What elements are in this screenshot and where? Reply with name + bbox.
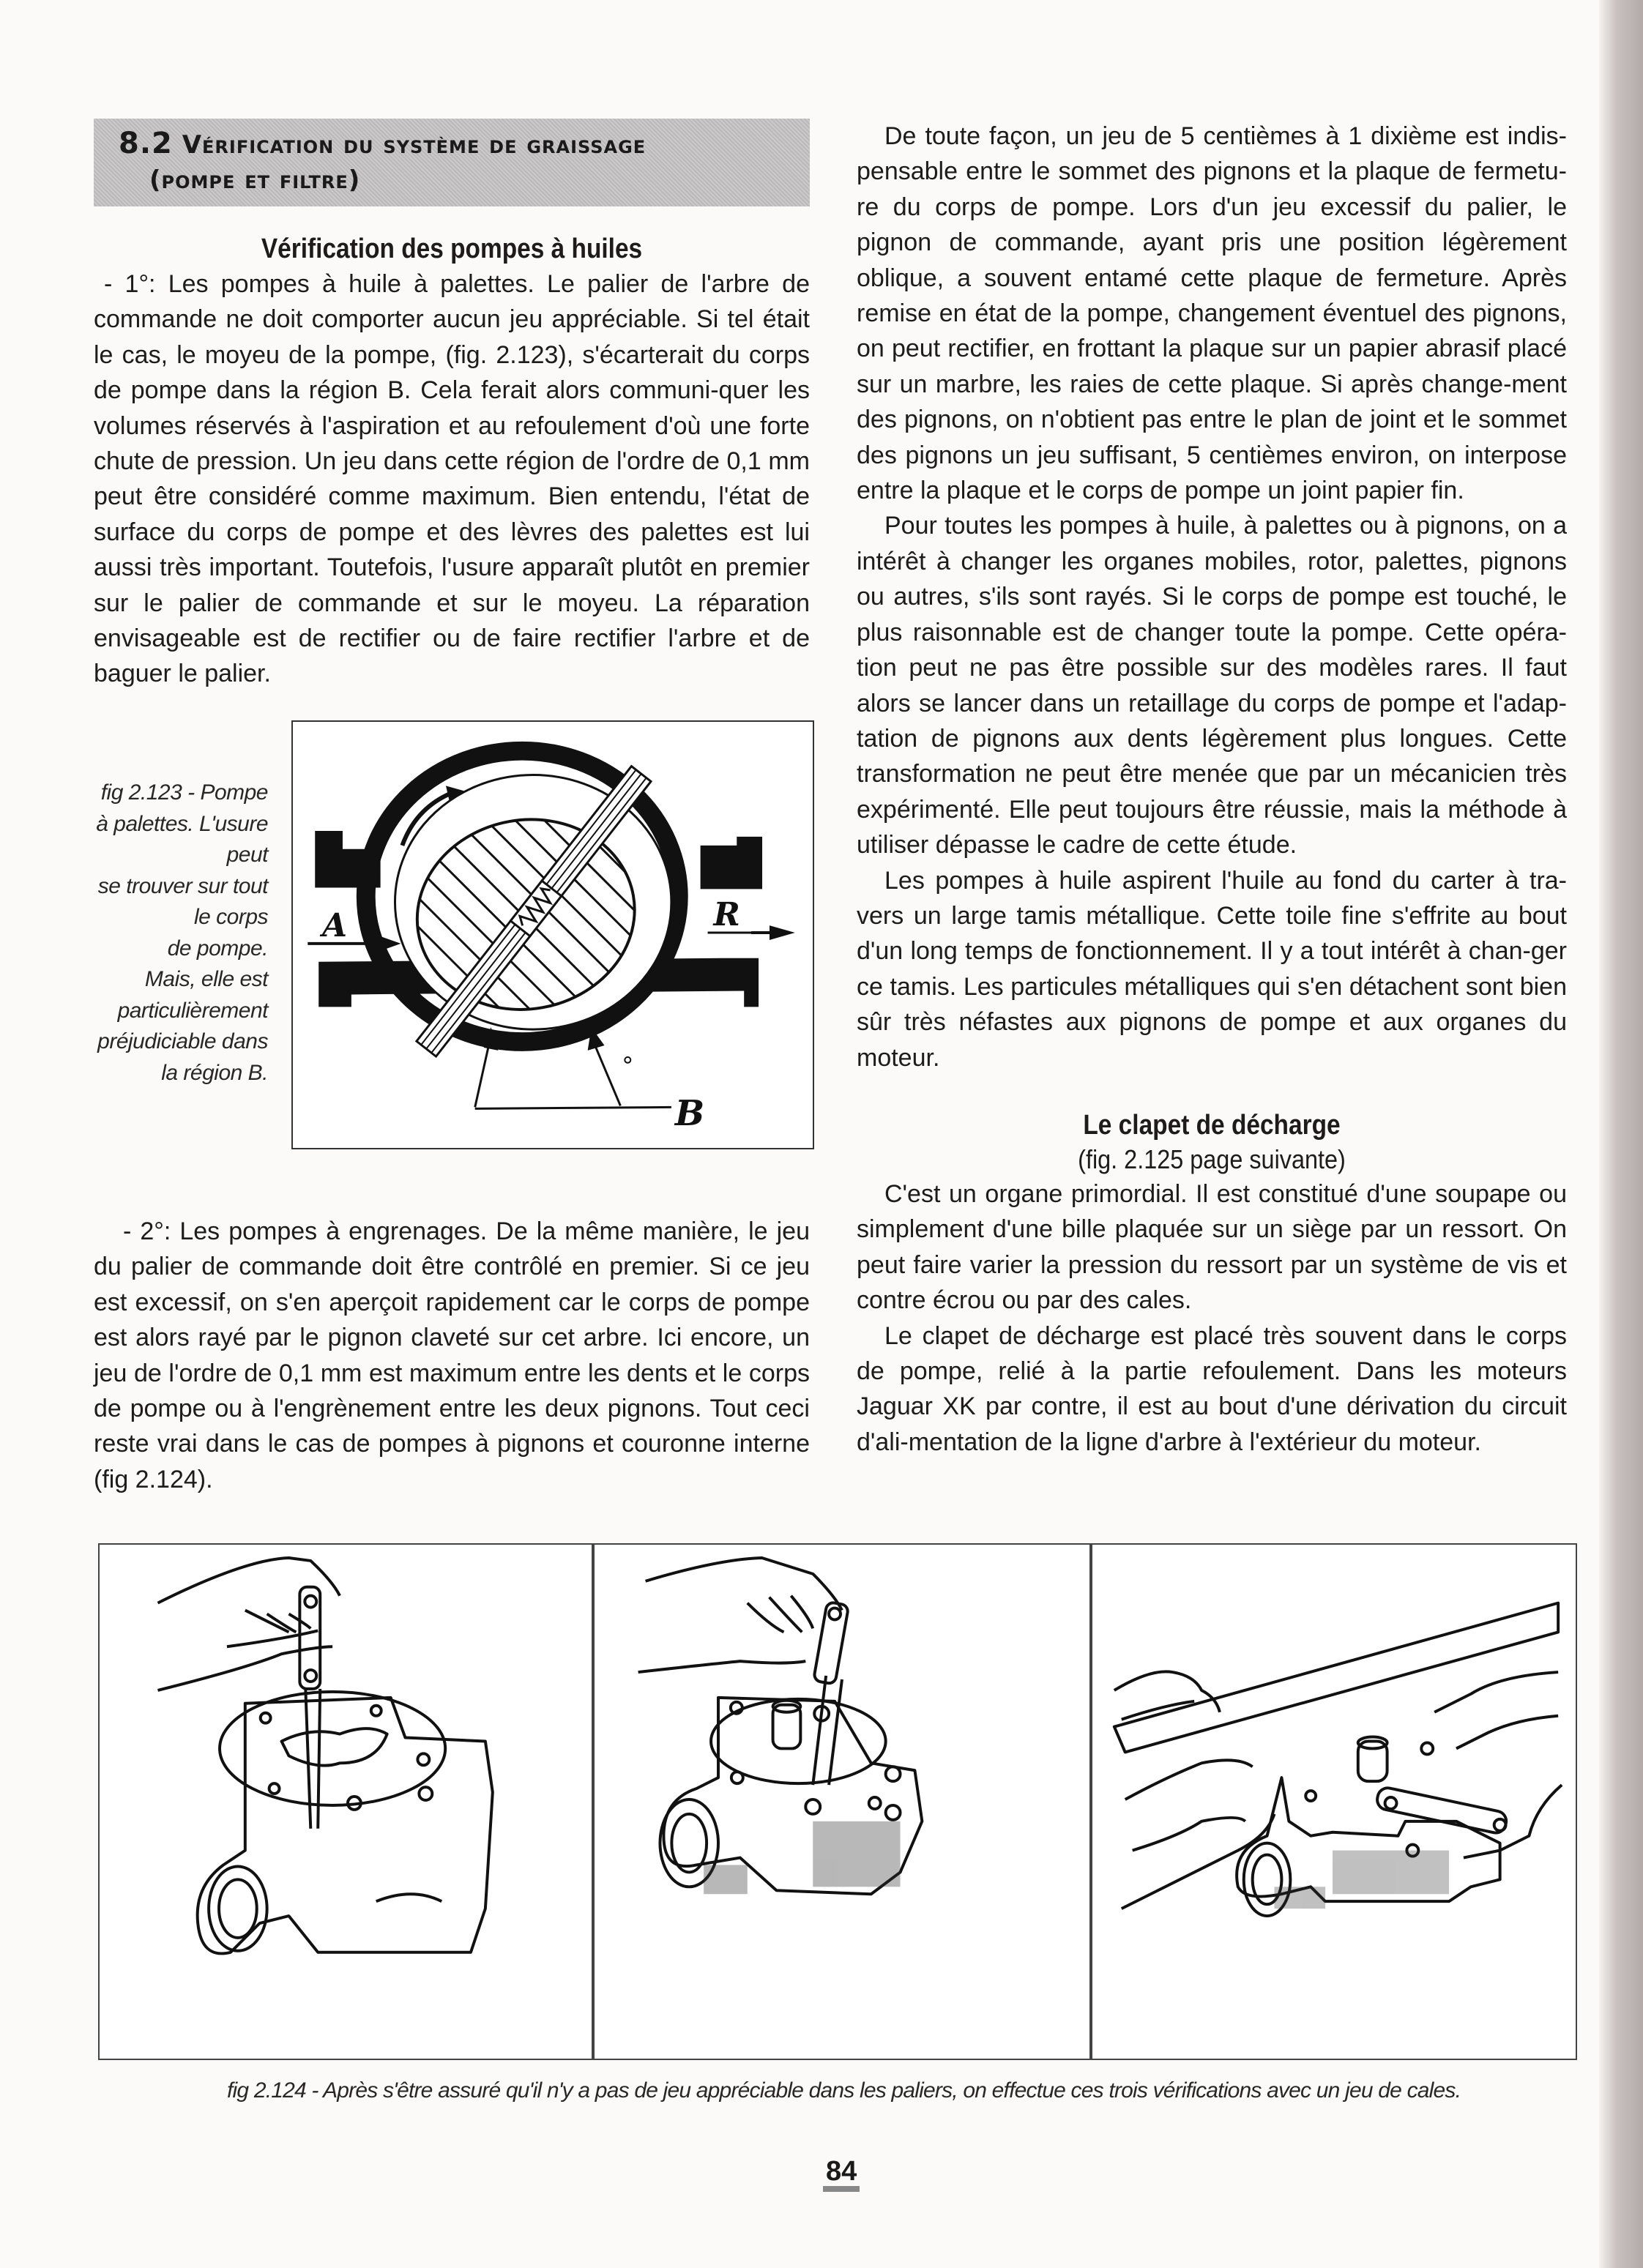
- feeler-gauge-pump-illustration-2: [595, 1545, 1089, 2059]
- heading-clapet-reference: (fig. 2.125 page suivante): [1078, 1144, 1346, 1174]
- right-column: [857, 119, 1567, 1460]
- left-column-lower: [94, 1214, 810, 1497]
- paragraph-organe-primordial: C'est un organe primordial. Il est constitué d'une soupape ou simplement d'une bille plaquée sur un siège par un ressort. On peut faire varier la pression du ressort par un système de vis et contre écrou ou par des cales.: [857, 1179, 1567, 1315]
- figure-2-124-caption: fig 2.124 - Après s'être assuré qu'il n'y a pas de jeu appréciable dans les paliers, on effectue ces trois vérifications avec un jeu de cales.: [227, 2078, 1461, 2103]
- figure-2-123-caption: [94, 777, 268, 1089]
- section-title-line2: (pompe et filtre): [149, 165, 361, 195]
- figure-2-124-panels: [98, 1543, 1577, 2063]
- paragraph-jeu-pignons: De toute façon, un jeu de 5 centièmes à 1 dixième est indis-pensable entre le sommet des pignons et la plaque de fermetu-re du corps de pompe. Lors d'un jeu excessif du palier, le pignon de commande, ayant pris une position légèrement oblique, a souvent entamé cette plaque de fermeture. Après remise en état de la pompe, changement éventuel des pignons, on peut rectifier, en frottant la plaque sur un papier abrasif placé sur un marbre, les raies de cette plaque. Si après change-ment des pignons, on n'obtient pas entre le plan de joint et le sommet des pignons un jeu suffisant, 5 centièmes environ, on interpose entre la plaque et le corps de pompe un joint papier fin.: [857, 122, 1567, 505]
- heading-verification-pompes: Vérification des pompes à huiles: [261, 234, 643, 264]
- section-header: [94, 119, 810, 206]
- label-inlet-a: A: [322, 906, 348, 944]
- caption-line: se trouver sur tout: [97, 873, 268, 898]
- figure-2-123-vane-pump-diagram: [291, 720, 814, 1149]
- section-number: 8.2: [119, 127, 173, 160]
- paragraph-clapet-placement: Le clapet de décharge est placé très souvent dans le corps de pompe, relié à la partie refoulement. Dans les moteurs Jaguar XK par contre, il est au bout d'une dérivation du circuit d'ali-mentation de la ligne d'arbre à l'extérieur du moteur.: [857, 1321, 1567, 1456]
- caption-line: préjudiciable dans: [97, 1029, 268, 1053]
- label-region-b: B: [674, 1093, 705, 1135]
- caption-line: peut: [226, 843, 268, 867]
- feeler-gauge-pump-illustration-1: [100, 1545, 592, 2059]
- label-outlet-r: R: [713, 896, 740, 934]
- section-title-line1: Vérification du système de graissage: [182, 130, 647, 160]
- caption-line: de pompe.: [167, 936, 268, 960]
- caption-line: Mais, elle est: [144, 967, 268, 991]
- heading-clapet-decharge: Le clapet de décharge: [1083, 1109, 1341, 1141]
- page-binding-edge: [1599, 0, 1643, 2268]
- figure-2-124-panel-1: [98, 1543, 593, 2060]
- caption-line: le corps: [193, 905, 268, 929]
- paragraph-tamis: Les pompes à huile aspirent l'huile au fond du carter à tra-vers un large tamis métallique. Cette toile fine s'effrite au bout d'un long temps de fonctionnement. Il y a tout intérêt à chan-ger ce tamis. Les particules métalliques qui s'en détachent sont bien sûr très néfastes aux pignons de pompe et aux organes du moteur.: [857, 866, 1567, 1072]
- caption-line: particulièrement: [117, 998, 268, 1023]
- paragraph-organes-mobiles: Pour toutes les pompes à huile, à palettes ou à pignons, on a intérêt à changer les organes mobiles, rotor, palettes, pignons ou autres, s'ils sont rayés. Si le corps de pompe est touché, le plus raisonnable est de changer toute la pompe. Cette opéra-tion peut ne pas être possible sur des modèles rares. Il faut alors se lancer dans un retaillage du corps de pompe et l'adap-tation de pignons aux dents légèrement plus longues. Cette transformation ne peut être menée que par un mécanicien très expérimenté. Elle peut toujours être réussie, mais la méthode à utiliser dépasse le cadre de cette étude.: [857, 512, 1567, 859]
- caption-line: la région B.: [161, 1060, 268, 1085]
- caption-line: fig 2.123 - Pompe: [100, 780, 268, 805]
- page-number: 84: [823, 2157, 860, 2192]
- vane-pump-illustration: [293, 722, 813, 1148]
- paragraph-pompes-engrenages: - 2°: Les pompes à engrenages. De la même manière, le jeu du palier de commande doit être contrôlé en premier. Si ce jeu est excessif, on s'en aperçoit rapidement car le corps de pompe est alors rayé par le pignon claveté sur cet arbre. Ici encore, un jeu de l'ordre de 0,1 mm est maximum entre les dents et le corps de pompe ou à l'engrènement entre les deux pignons. Tout ceci reste vrai dans le cas de pompes à pignons et couronne interne (fig 2.124).: [94, 1217, 810, 1493]
- straightedge-pump-illustration-3: [1092, 1545, 1576, 2059]
- figure-2-124-panel-2: [593, 1543, 1091, 2060]
- caption-line: à palettes. L'usure: [96, 811, 268, 836]
- paragraph-pompes-palettes: - 1°: Les pompes à huile à palettes. Le palier de l'arbre de commande ne doit comporter aucun jeu appréciable. Si tel était le cas, le moyeu de la pompe, (fig. 2.123), s'écarterait du corps de pompe dans la région B. Cela ferait alors communi-quer les volumes réservés à l'aspiration et au refoulement d'où une forte chute de pression. Un jeu dans cette région de l'ordre de 0,1 mm peut être considéré comme maximum. Bien entendu, l'état de surface du corps de pompe et des lèvres des palettes est lui aussi très important. Toutefois, l'usure apparaît plutôt en premier sur le palier de commande et sur le moyeu. La réparation envisageable est de rectifier ou de faire rectifier l'arbre et de baguer le palier.: [94, 270, 810, 688]
- figure-2-124-panel-3: [1091, 1543, 1577, 2060]
- left-column: [94, 119, 810, 692]
